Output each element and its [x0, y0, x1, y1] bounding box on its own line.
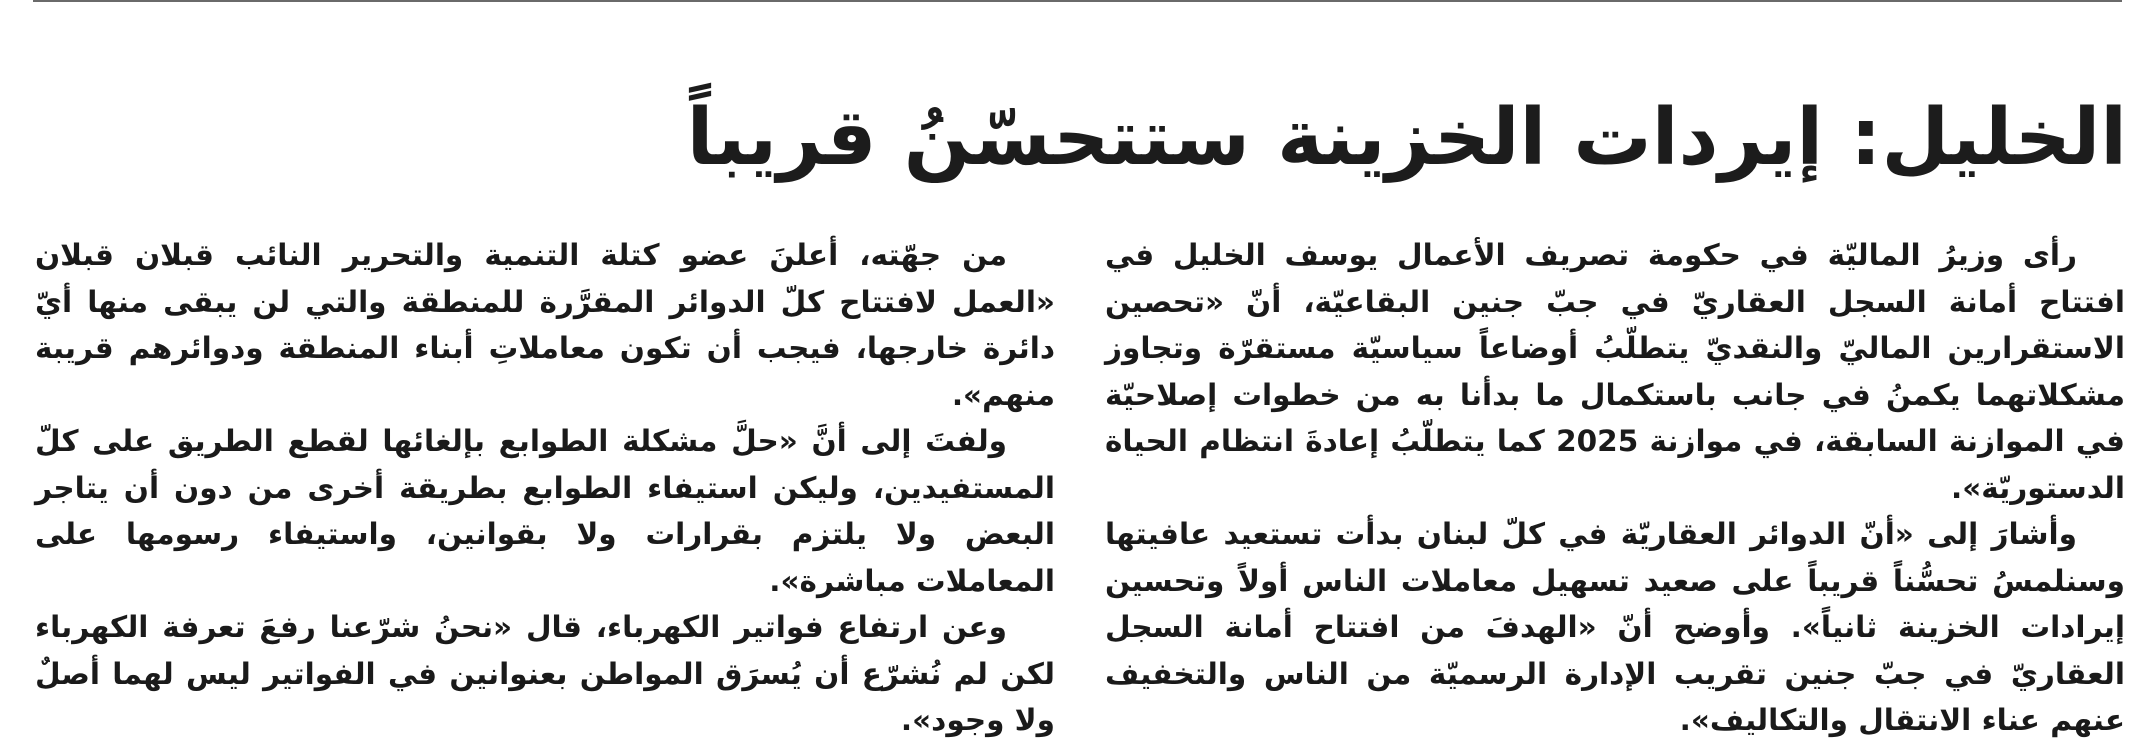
paragraph: وعن ارتفاع فواتير الكهرباء، قال «نحنُ شرّعنا رفعَ تعرفة الكهرباء لكن لم نُشرّع أن يُسرَق المواطن بعنوانين في الفواتير ليس لهما أصلٌ ولا وجود».: [35, 610, 1055, 737]
paragraph: ولفتَ إلى أنَّ «حلَّ مشكلة الطوابع بإلغائها لقطع الطريق على كلّ المستفيدين، وليكن استيفاء الطوابع بطريقة أخرى من دون أن يتاجر البعض ولا يلتزم بقرارات ولا بقوانين، واستيفاء رسومها على المعاملات مباشرة».: [35, 424, 1055, 598]
top-rule: [33, 0, 2122, 2]
paragraph: رأى وزيرُ الماليّة في حكومة تصريف الأعمال يوسف الخليل في افتتاح أمانة السجل العقاريّ في جبّ جنين البقاعيّة، أنّ «تحصين الاستقرارين الماليّ والنقديّ يتطلّبُ أوضاعاً سياسيّة مستقرّة وتجاوز مشكلاتهما يكمنُ في جانب باستكمال ما بدأنا به من خطوات إصلاحيّة في الموازنة السابقة، في موازنة 2025 كما يتطلّبُ إعادةَ انتظام الحياة الدستوريّة».: [1105, 238, 2125, 505]
article-column-left: [35, 232, 1055, 744]
article-headline: الخليل: إيردات الخزينة ستتحسّنُ قريباً: [686, 93, 2127, 183]
paragraph: من جهّته، أعلنَ عضو كتلة التنمية والتحرير النائب قبلان قبلان «العمل لافتتاح كلّ الدوائر المقرَّرة للمنطقة والتي لن يبقى منها أيّ دائرة خارجها، فيجب أن تكون معاملاتِ أبناء المنطقة ودوائرهم قريبة منهم».: [35, 238, 1055, 412]
article-column-right: [1105, 232, 2125, 744]
paragraph: وأشارَ إلى «أنّ الدوائر العقاريّة في كلّ لبنان بدأت تستعيد عافيتها وسنلمسُ تحسُّناً قريباً على صعيد تسهيل معاملات الناس أولاً وتحسين إيرادات الخزينة ثانياً». وأوضح أنّ «الهدفَ من افتتاح أمانة السجل العقاريّ في جبّ جنين تقريب الإدارة الرسميّة من الناس والتخفيف عنهم عناء الانتقال والتكاليف».: [1105, 517, 2125, 737]
